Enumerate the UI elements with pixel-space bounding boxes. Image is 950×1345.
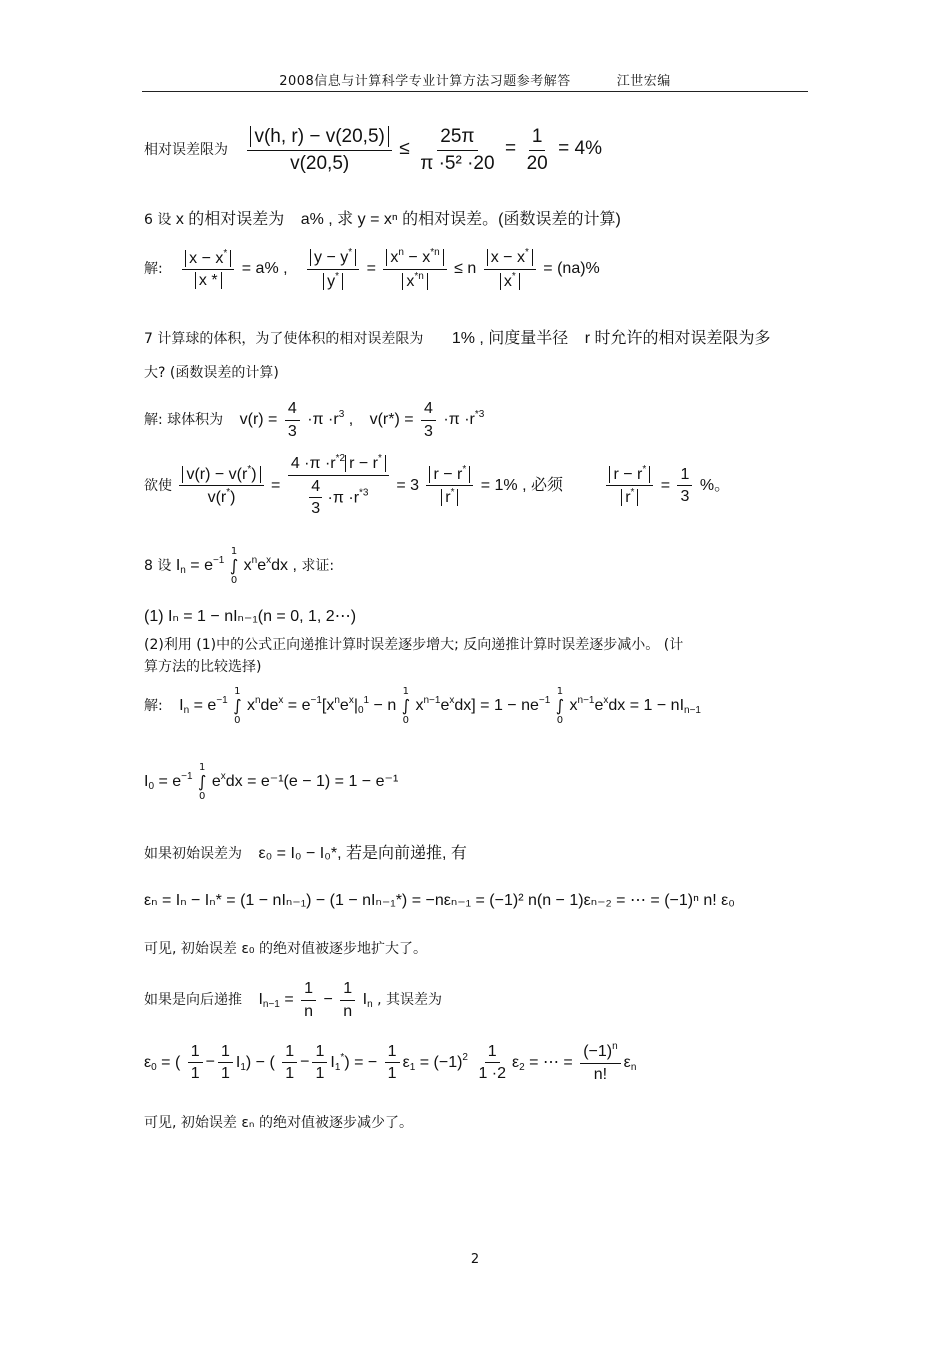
fraction: $\frac{(-1)^n}{n!}$ xyxy=(580,1040,620,1085)
fraction: $\frac{x - x^*}{x^*}$ xyxy=(484,246,536,292)
header-author: 江世宏编 xyxy=(616,74,671,89)
fraction: $\frac{1}{1}$ xyxy=(385,1041,400,1085)
fraction: $\frac{1}{1}$ xyxy=(282,1041,297,1085)
forward-recursion-error: εₙ = Iₙ − Iₙ* = (1 − nIₙ₋₁) − (1 − nIₙ₋₁*) = −nεₙ₋₁ = (−1)² n(n − 1)εₙ₋₂ = ⋯ = (−1)ⁿ n! ε₀ xyxy=(144,892,735,909)
integral-sign: 1 ∫ 0 xyxy=(229,546,239,586)
fraction: $\frac{1}{3}$ xyxy=(677,464,692,508)
fraction: $\frac{1}{1}$ xyxy=(188,1041,203,1085)
backward-recursion-error: $\varepsilon_0$ = ( $\frac{1}{1}$ − $\frac{1}{1}$ $I_1$) − ( $\frac{1}{1}$ − $\frac{1}{1}$ $I_1^*$) = − $\frac{1}{1}$ $\varepsilon_1 = (-1)^2$ $\frac{1}{1 \cdot 2}$ $\varepsilon_2$ = ⋯ = $\frac{(-1)^n}{n!}$ $\varepsilon_n$ xyxy=(144,1040,636,1085)
fraction: $\frac{1}{20}$ xyxy=(526,126,548,174)
conclusion-forward: 可见, 初始误差 ε₀ 的绝对值被逐步地扩大了。 xyxy=(144,941,427,957)
page-header xyxy=(142,70,808,92)
fraction: $\frac{y - y^*}{y^*}$ xyxy=(307,246,359,292)
fraction: $\frac{25\pi}{\text{π ·5² ·20}}$ xyxy=(420,126,495,174)
fraction: $\frac{r - r^*}{r^*}$ xyxy=(426,463,473,509)
question-8-part-1: (1) Iₙ = 1 − nIₙ₋₁(n = 0, 1, 2⋯) xyxy=(144,608,357,625)
fraction: $\frac{r - r^*}{r^*}$ xyxy=(606,463,653,509)
fraction: $\frac{1}{n}$ xyxy=(340,978,355,1022)
question-7: 7 计算球的体积，为了使体积的相对误差限为 1% , 问度量半径 r 时允许的相对误差限为多 xyxy=(144,330,771,347)
question-8: 8 设 $I_n = e^{-1}$ 1 ∫ 0 $x^ne^xdx$ , 求证: xyxy=(144,546,335,586)
question-7-cont: 大? (函数误差的计算) xyxy=(144,365,279,381)
solution-8-i0: $I_0 = e^{-1}$ 1 ∫ 0 $e^xdx = e^{-1}(e - 1) = 1 - e^{-1}$ xyxy=(144,762,399,802)
fraction: $\frac{4}{3}$ xyxy=(421,398,436,442)
fraction: $\frac{1}{n}$ xyxy=(301,978,316,1022)
question-8-part-2: (2)利用 (1)中的公式正向递推计算时误差逐步增大; 反向递推计算时误差逐步减小。 (计 xyxy=(144,637,684,653)
fraction: $\frac{v(h, r) - v(20,5)}{v(20,5)}$ xyxy=(247,124,391,176)
integral-sign: 1 ∫ 0 xyxy=(233,686,242,726)
integral-sign: 1 ∫ 0 xyxy=(198,762,207,802)
solution-7-condition: 欲使 $\frac{v(r) - v(r^*)}{v(r^*)}$ = $4 \cdot\pi \cdot r^{*2}$ r − r* $\frac{4}{3}$ $\cdot\pi \cdot r^{*3}$ = 3 $\frac{r - r^*}{r^*}$ = 1% , 必须 $\frac{r - r^*}{r^*}$ = $\frac{1}{3}$ %。 xyxy=(144,452,730,520)
initial-error-forward: 如果初始误差为 ε₀ = I₀ − I₀*, 若是向前递推, 有 xyxy=(144,845,467,862)
question-8-part-2-cont: 算方法的比较选择) xyxy=(144,659,262,675)
solution-8: 解: $I_n = e^{-1}$ 1 ∫ 0 $x^nde^x = e^{-1}[x^ne^x|_0^1 - n$ 1 ∫ 0 $x^{n-1}e^xdx] = 1 - ne^{-1}$ 1 ∫ 0 $x^{n-1}e^xdx = 1 - nI_{n-1}$ xyxy=(144,686,701,726)
solution-7: 解: 球体积为 v(r) = $\frac{4}{3}$ $\cdot\pi \cdot r^3$ , v(r*) = $\frac{4}{3}$ $\cdot\pi \cdot r^{*3}$ xyxy=(144,398,484,442)
fraction: $\frac{4}{3}$ xyxy=(285,398,300,442)
fraction: $\frac{1}{1}$ xyxy=(218,1041,233,1085)
fraction: $\frac{x^n - x^{*n}}{x^{*n}}$ xyxy=(383,246,446,292)
solution-6: 解: $\frac{x - x^*}{x *}$ = a% , $\frac{y - y^*}{y^*}$ = $\frac{x^n - x^{*n}}{x^{*n}}$ ≤ n $\frac{x - x^*}{x^*}$ = (na)% xyxy=(144,246,600,292)
integral-sign: 1 ∫ 0 xyxy=(555,686,565,726)
page-number: 2 xyxy=(470,1252,480,1267)
fraction: $\frac{1}{1}$ xyxy=(312,1041,327,1085)
fraction: $\frac{v(r) - v(r^*)}{v(r^*)}$ xyxy=(179,463,263,509)
conclusion-backward: 可见, 初始误差 εₙ 的绝对值被逐步减少了。 xyxy=(144,1115,413,1131)
fraction: $\frac{1}{1 \cdot 2}$ xyxy=(478,1042,507,1083)
fraction: $\frac{x - x^*}{x *}$ xyxy=(182,247,234,292)
question-6: 6 设 x 的相对误差为 a% , 求 y = xⁿ 的相对误差。(函数误差的计算) xyxy=(144,211,621,228)
relative-error-equation: 相对误差限为 $\frac{v(h, r) - v(20,5)}{v(20,5)}$ ≤ $\frac{25\pi}{\text{π ·5² ·20}}$ = $\frac{1}{20}$ = 4% xyxy=(144,124,602,176)
integral-sign: 1 ∫ 0 xyxy=(401,686,411,726)
backward-recursion: 如果是向后递推 $I_{n-1}$ = $\frac{1}{n}$ − $\frac{1}{n}$ $I_n$ , 其误差为 xyxy=(144,978,442,1022)
fraction: $4 \cdot\pi \cdot r^{*2}$ r − r* $\frac{4}{3}$ $\cdot\pi \cdot r^{*3}$ xyxy=(288,452,389,520)
header-title: 2008信息与计算科学专业计算方法习题参考解答 xyxy=(279,74,571,89)
